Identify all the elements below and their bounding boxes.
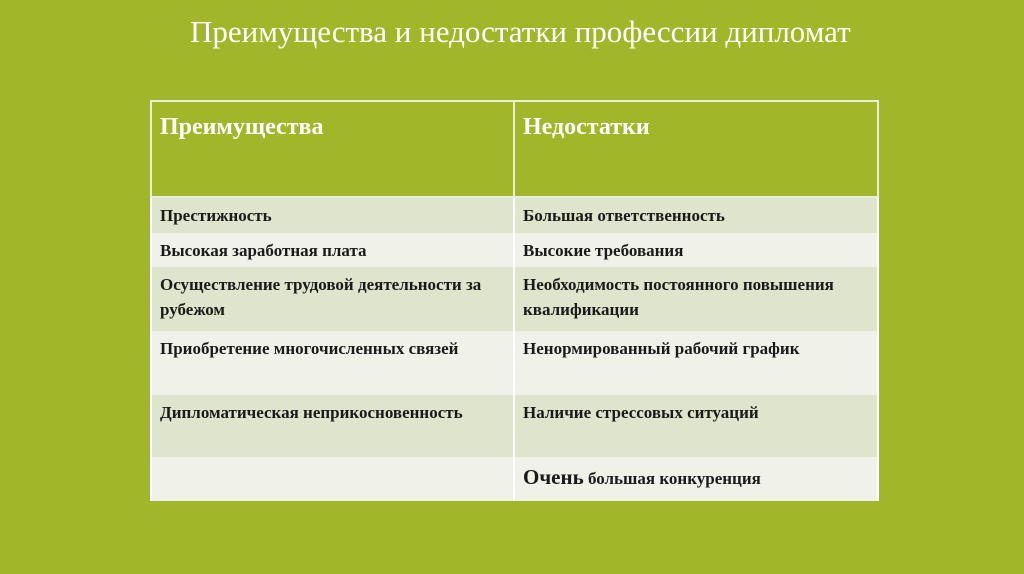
advantage-cell: Престижность	[151, 197, 514, 233]
table-row	[151, 395, 878, 457]
disadvantage-cell: Ненормированный рабочий график	[514, 331, 878, 395]
disadvantage-cell: Необходимость постоянного повышения квалификации	[514, 267, 878, 331]
disadvantage-cell: Высокие требования	[514, 233, 878, 267]
disadvantage-cell	[514, 457, 878, 501]
header-disadvantages: Недостатки	[514, 101, 878, 197]
advantage-cell: Дипломатическая неприкосновенность	[151, 395, 514, 457]
header-advantages: Преимущества	[151, 101, 514, 197]
disadvantage-rest: большая конкуренция	[587, 469, 761, 488]
advantage-cell: Приобретение многочисленных связей	[151, 331, 514, 395]
slide-title: Преимущества и недостатки профессии дипломат	[190, 14, 851, 49]
emphasis-word: Очень	[523, 465, 584, 489]
advantage-cell: Осуществление трудовой деятельности за рубежом	[151, 267, 514, 331]
table-row	[151, 233, 878, 267]
advantage-cell-empty	[151, 457, 514, 501]
pros-cons-table	[150, 100, 877, 501]
table-row	[151, 267, 878, 331]
table-row	[151, 457, 878, 501]
disadvantage-cell: Большая ответственность	[514, 197, 878, 233]
disadvantage-cell: Наличие стрессовых ситуаций	[514, 395, 878, 457]
advantage-cell: Высокая заработная плата	[151, 233, 514, 267]
table-row	[151, 197, 878, 233]
table-header-row	[151, 101, 878, 197]
table-row	[151, 331, 878, 395]
